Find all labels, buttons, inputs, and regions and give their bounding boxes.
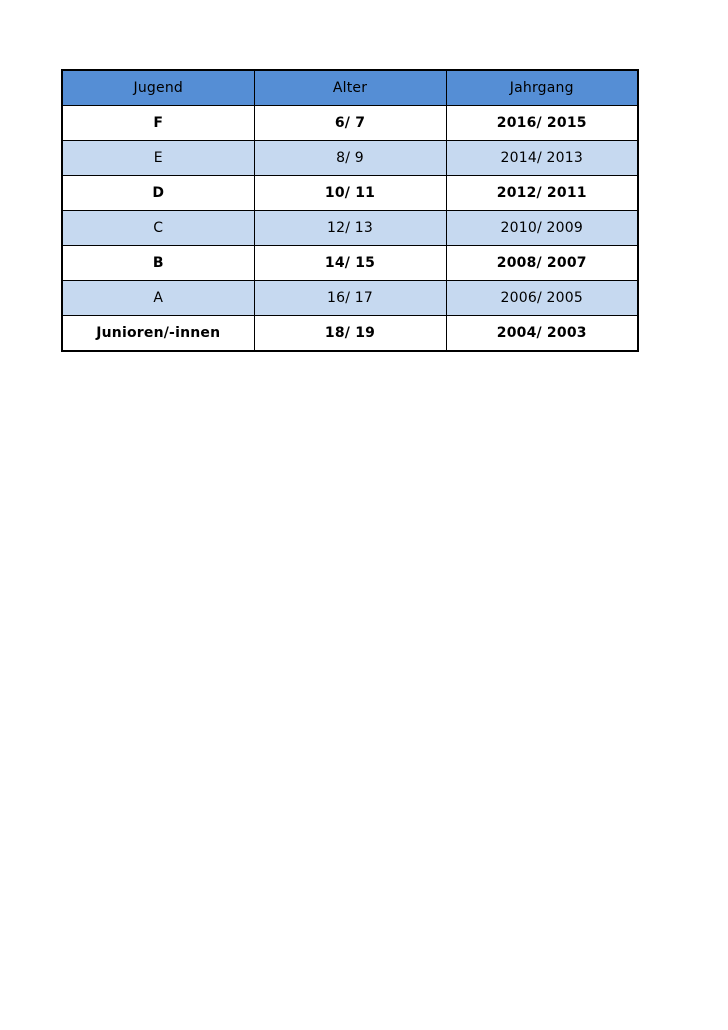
cell-jahrgang: 2006/ 2005 [446,281,638,316]
cell-alter: 16/ 17 [254,281,446,316]
cell-jahrgang: 2004/ 2003 [446,316,638,352]
header-alter: Alter [254,70,446,106]
cell-alter: 12/ 13 [254,211,446,246]
table-row [62,281,638,316]
cell-alter: 8/ 9 [254,141,446,176]
cell-jahrgang: 2016/ 2015 [446,106,638,141]
table-row [62,176,638,211]
cell-alter: 14/ 15 [254,246,446,281]
cell-alter: 18/ 19 [254,316,446,352]
table-row [62,141,638,176]
table-row [62,106,638,141]
cell-alter: 10/ 11 [254,176,446,211]
cell-jugend: A [62,281,254,316]
cell-jugend: B [62,246,254,281]
cell-jugend: Junioren/-innen [62,316,254,352]
table-row [62,246,638,281]
table-header-row [62,70,638,106]
cell-jahrgang: 2012/ 2011 [446,176,638,211]
cell-alter: 6/ 7 [254,106,446,141]
cell-jugend: C [62,211,254,246]
cell-jugend: F [62,106,254,141]
cell-jugend: E [62,141,254,176]
cell-jahrgang: 2014/ 2013 [446,141,638,176]
cell-jahrgang: 2010/ 2009 [446,211,638,246]
header-jugend: Jugend [62,70,254,106]
header-jahrgang: Jahrgang [446,70,638,106]
table-row [62,211,638,246]
cell-jugend: D [62,176,254,211]
table-row [62,316,638,352]
age-group-table [61,69,639,352]
cell-jahrgang: 2008/ 2007 [446,246,638,281]
